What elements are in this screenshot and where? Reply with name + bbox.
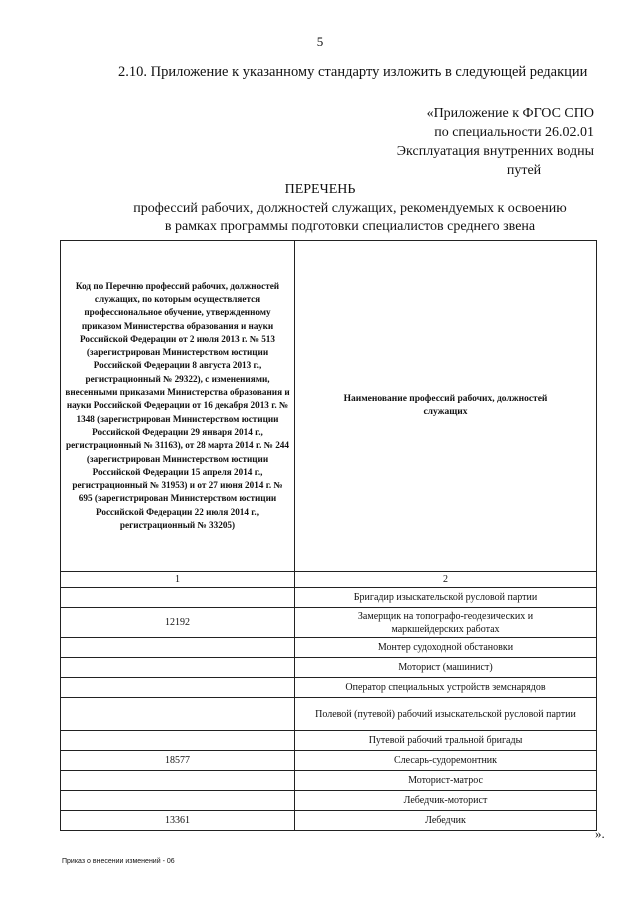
- row-profession: Моторист (машинист): [295, 658, 597, 678]
- row-code: 18577: [61, 751, 295, 771]
- row-code: [61, 698, 295, 731]
- table-row: [61, 771, 597, 791]
- row-code: [61, 638, 295, 658]
- table-row: [61, 678, 597, 698]
- row-profession: Оператор специальных устройств земснарядов: [295, 678, 597, 698]
- professions-table: [60, 240, 597, 831]
- row-code: [61, 658, 295, 678]
- table-row: [61, 698, 597, 731]
- header-code-column: Код по Перечню профессий рабочих, должностей служащих, по которым осуществляется профессиональное обучение, утвержденному приказом Министерства образования и науки Российской Федерации от 2 июля 2013 г. № 513 (зарегистрирован Министерством юстиции Российской Федерации 8 августа 2013 г., регистрационный № 29322), с изменениями, внесенными приказами Министерства образования и науки Российской Федерации от 16 декабря 2013 г. № 1348 (зарегистрирован Министерством юстиции Российской Федерации 29 января 2014 г., регистрационный № 31163), от 28 марта 2014 г. № 244 (зарегистрирован Министерством юстиции Российской Федерации 15 апреля 2014 г., регистрационный № 31953) и от 27 июня 2014 г. № 695 (зарегистрирован Министерством юстиции Российской Федерации 22 июля 2014 г., регистрационный № 33205): [61, 241, 295, 572]
- row-profession: Лебедчик: [295, 811, 597, 831]
- row-profession: Моторист-матрос: [295, 771, 597, 791]
- closing-quote-mark: ».: [595, 826, 605, 841]
- header-name-column: Наименование профессий рабочих, должностей служащих: [295, 241, 597, 572]
- column-number-row: [61, 572, 597, 588]
- row-profession: Слесарь-судоремонтник: [295, 751, 597, 771]
- appendix-line: по специальности 26.02.01: [434, 125, 594, 140]
- table-row: [61, 791, 597, 811]
- table-row: [61, 588, 597, 608]
- table-row: [61, 811, 597, 831]
- table-row: [61, 638, 597, 658]
- table-row: [61, 731, 597, 751]
- row-code: [61, 731, 295, 751]
- row-code: [61, 791, 295, 811]
- table-row: [61, 658, 597, 678]
- row-profession: Путевой рабочий тральной бригады: [295, 731, 597, 751]
- appendix-line: «Приложение к ФГОС СПО: [426, 106, 594, 121]
- appendix-line: путей: [506, 163, 542, 178]
- page-footer: Приказ о внесении изменений - 06: [62, 858, 175, 865]
- document-title: ПЕРЕЧЕНЬ: [284, 182, 356, 197]
- row-code: [61, 771, 295, 791]
- row-code: 13361: [61, 811, 295, 831]
- row-profession: Замерщик на топографо-геодезических и маркшейдерских работах: [295, 608, 597, 638]
- row-profession: Лебедчик-моторист: [295, 791, 597, 811]
- page-number: 5: [316, 34, 324, 49]
- column-number: 2: [295, 572, 597, 588]
- subtitle-line: в рамках программы подготовки специалистов среднего звена: [164, 219, 536, 234]
- column-number: 1: [61, 572, 295, 588]
- subtitle-line: профессий рабочих, должностей служащих, рекомендуемых к освоению: [133, 201, 567, 216]
- document-subtitle: [60, 200, 640, 236]
- row-code: [61, 588, 295, 608]
- row-profession: Полевой (путевой) рабочий изыскательской русловой партии: [295, 698, 597, 731]
- row-profession: Бригадир изыскательской русловой партии: [295, 588, 597, 608]
- table-header-row: [61, 241, 597, 572]
- appendix-heading: [334, 104, 594, 180]
- table-row: [61, 608, 597, 638]
- table-row: [61, 751, 597, 771]
- row-code: [61, 678, 295, 698]
- row-profession: Монтер судоходной обстановки: [295, 638, 597, 658]
- appendix-line: Эксплуатация внутренних водны: [396, 144, 594, 159]
- row-code: 12192: [61, 608, 295, 638]
- intro-paragraph: 2.10. Приложение к указанному стандарту изложить в следующей редакции: [118, 64, 588, 80]
